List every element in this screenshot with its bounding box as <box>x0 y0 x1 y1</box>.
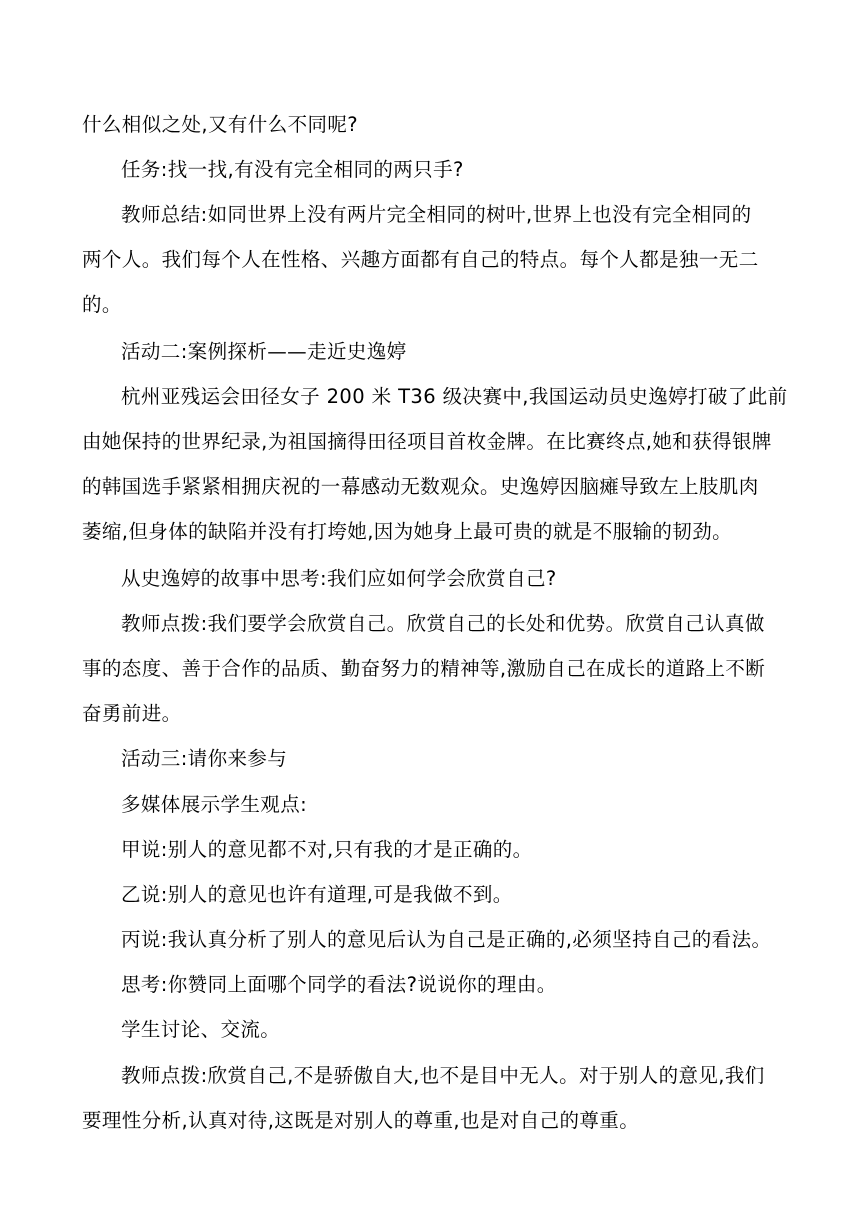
text-line: 教师总结:如同世界上没有两片完全相同的树叶,世界上也没有完全相同的 <box>121 203 752 226</box>
text-line: 思考:你赞同上面哪个同学的看法?说说你的理由。 <box>121 973 557 996</box>
text-line: 事的态度、善于合作的品质、勤奋努力的精神等,激励自己在成长的道路上不断 <box>82 657 766 680</box>
text-line: 任务:找一找,有没有完全相同的两只手? <box>121 158 464 181</box>
text-line: 要理性分析,认真对待,这既是对别人的尊重,也是对自己的尊重。 <box>82 1109 640 1132</box>
text-line: 甲说:别人的意见都不对,只有我的才是正确的。 <box>121 838 533 861</box>
text-line: 丙说:我认真分析了别人的意见后认为自己是正确的,必须坚持自己的看法。 <box>121 928 772 951</box>
section-heading: 活动三:请你来参与 <box>121 747 288 770</box>
text-line: 的。 <box>82 293 122 316</box>
text-line: 杭州亚残运会田径女子 200 米 T36 级决赛中,我国运动员史逸婷打破了此前 <box>121 385 788 408</box>
text-line: 乙说:别人的意见也许有道理,可是我做不到。 <box>121 883 513 906</box>
text-line: 两个人。我们每个人在性格、兴趣方面都有自己的特点。每个人都是独一无二 <box>82 248 759 271</box>
section-heading: 活动二:案例探析——走近史逸婷 <box>121 340 407 363</box>
text-line: 什么相似之处,又有什么不同呢? <box>82 113 359 136</box>
text-line: 的韩国选手紧紧相拥庆祝的一幕感动无数观众。史逸婷因脑瘫导致左上肢肌肉 <box>82 475 759 498</box>
text-line: 奋勇前进。 <box>82 702 182 725</box>
text-line: 教师点拨:欣赏自己,不是骄傲自大,也不是目中无人。对于别人的意见,我们 <box>121 1064 765 1087</box>
text-line: 由她保持的世界纪录,为祖国摘得田径项目首枚金牌。在比赛终点,她和获得银牌 <box>82 430 772 453</box>
text-line: 从史逸婷的故事中思考:我们应如何学会欣赏自己? <box>121 567 557 590</box>
text-line: 萎缩,但身体的缺陷并没有打垮她,因为她身上最可贵的就是不服输的韧劲。 <box>82 520 732 543</box>
text-line: 学生讨论、交流。 <box>121 1018 281 1041</box>
text-line: 多媒体展示学生观点: <box>121 793 308 816</box>
text-line: 教师点拨:我们要学会欣赏自己。欣赏自己的长处和优势。欣赏自己认真做 <box>121 612 765 635</box>
